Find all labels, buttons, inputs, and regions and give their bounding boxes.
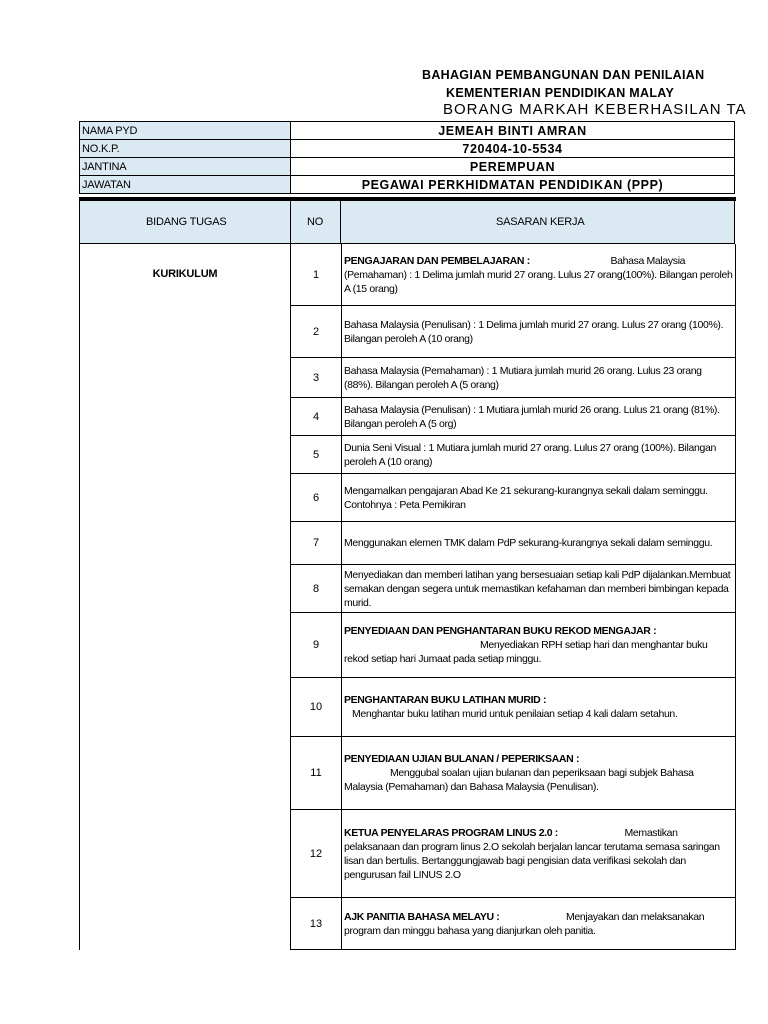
row-body: Bahasa Malaysia (Penulisan) : 1 Mutiara jumlah murid 26 orang. Lulus 21 orang (81%). Bilangan peroleh A (5 org) [344,403,720,430]
row-number: 11 [291,737,342,809]
info-value-jantina: PEREMPUAN [291,158,735,176]
row-number: 13 [291,898,342,949]
info-row-nokp [80,140,735,158]
row-body: Menggubal soalan ujian bulanan dan peperiksaan bagi subjek Bahasa Malaysia (Pemahaman) dan Bahasa Malaysia (Penulisan). [344,767,694,793]
row-title: PENYEDIAAN DAN PENGHANTARAN BUKU REKOD MENGAJAR : [344,625,657,637]
row-text [342,398,733,435]
row-body: Menjayakan dan melaksanakan program dan minggu bahasa yang dianjurkan oleh panitia. [344,910,705,937]
row-text [342,522,733,564]
row-text [342,244,733,305]
row-body: Bahasa Malaysia (Pemahaman) : 1 Mutiara jumlah murid 26 orang. Lulus 23 orang (88%). Bilangan peroleh A (5 orang) [344,364,702,391]
info-label-nama: NAMA PYD [80,122,291,140]
table-row [290,678,736,737]
table-row [290,565,736,613]
row-body: Menggunakan elemen TMK dalam PdP sekurang-kurangnya sekali dalam seminggu. [344,537,713,549]
row-body: Dunia Seni Visual : 1 Mutiara jumlah murid 27 orang. Lulus 27 orang (100%). Bilangan peroleh A (10 orang) [344,441,716,468]
table-row [290,358,736,398]
row-number: 1 [291,244,342,305]
table-row [290,398,736,436]
row-number: 3 [291,358,342,397]
info-table [79,121,735,194]
row-body: Menyediakan RPH setiap hari dan menghantar buku rekod setiap hari Jumaat pada setiap minggu. [344,639,708,665]
row-title: AJK PANITIA BAHASA MELAYU : [344,910,500,923]
info-row-jantina [80,158,735,176]
info-value-nokp: 720404-10-5534 [291,140,735,158]
table-row [290,474,736,522]
row-number: 10 [291,678,342,736]
row-text [342,436,733,473]
row-title: KETUA PENYELARAS PROGRAM LINUS 2.0 : [344,826,558,839]
header-col-divider-1 [290,201,291,244]
row-number: 9 [291,613,342,677]
row-text [342,474,733,521]
row-body: Mengamalkan pengajaran Abad Ke 21 sekurang-kurangnya sekali dalam seminggu. Contohnya : Peta Pemikiran [344,484,708,511]
row-text [342,898,733,949]
row-number: 5 [291,436,342,473]
row-title: PENGHANTARAN BUKU LATIHAN MURID : [344,694,547,706]
row-number: 8 [291,565,342,612]
col-header-bidang: BIDANG TUGAS [146,216,227,228]
row-number: 2 [291,306,342,357]
col-header-no: NO [307,216,324,228]
row-number: 7 [291,522,342,564]
table-header [79,201,735,244]
row-body: Bahasa Malaysia (Pemahaman) : 1 Delima jumlah murid 27 orang. Lulus 27 orang(100%). Bilangan peroleh A (15 orang) [344,254,733,295]
bidang-left-border [79,244,80,950]
table-row [290,898,736,950]
table-row [290,244,736,306]
bidang-kurikulum: KURIKULUM [152,268,218,280]
table-row [290,613,736,678]
info-label-jawatan: JAWATAN [80,176,291,194]
info-value-nama: JEMEAH BINTI AMRAN [291,122,735,140]
row-title: PENGAJARAN DAN PEMBELAJARAN : [344,254,530,267]
row-title: PENYEDIAAN UJIAN BULANAN / PEPERIKSAAN : [344,753,580,765]
row-body: Menyediakan dan memberi latihan yang bersesuaian setiap kali PdP dijalankan.Membuat semakan dengan segera untuk memastikan kefahaman dan memberi bimbingan kepada murid. [344,568,731,609]
row-text [342,613,733,677]
info-row-nama [80,122,735,140]
header-line-2: KEMENTERIAN PENDIDIKAN MALAY [446,86,675,100]
row-body: Menghantar buku latihan murid untuk penilaian setiap 4 kali dalam setahun. [352,708,678,720]
row-number: 6 [291,474,342,521]
table-row [290,737,736,810]
info-label-jantina: JANTINA [80,158,291,176]
row-text [342,678,733,736]
row-text [342,358,733,397]
table-row [290,306,736,358]
row-body: Bahasa Malaysia (Penulisan) : 1 Delima jumlah murid 27 orang. Lulus 27 orang (100%). Bilangan peroleh A (10 orang) [344,318,724,345]
row-number: 12 [291,810,342,897]
col-header-sasaran: SASARAN KERJA [496,216,585,228]
row-text [342,306,733,357]
info-row-jawatan [80,176,735,194]
form-title: BORANG MARKAH KEBERHASILAN TA [443,101,747,118]
header-line-1: BAHAGIAN PEMBANGUNAN DAN PENILAIAN [422,68,705,82]
info-label-nokp: NO.K.P. [80,140,291,158]
row-number: 4 [291,398,342,435]
row-text [342,737,733,809]
row-text [342,565,733,612]
header-col-divider-2 [340,201,341,244]
row-body: Memastikan pelaksanaan dan program linus 2.O sekolah berjalan lancar terutama semasa saringan lisan dan bertulis. Bertanggungjawab bagi pengisian data verifikasi sekolah dan pengurusan fail LINUS 2.O [344,826,720,881]
table-row [290,522,736,565]
row-text [342,810,733,897]
info-value-jawatan: PEGAWAI PERKHIDMATAN PENDIDIKAN (PPP) [291,176,735,194]
table-row [290,436,736,474]
table-row [290,810,736,898]
